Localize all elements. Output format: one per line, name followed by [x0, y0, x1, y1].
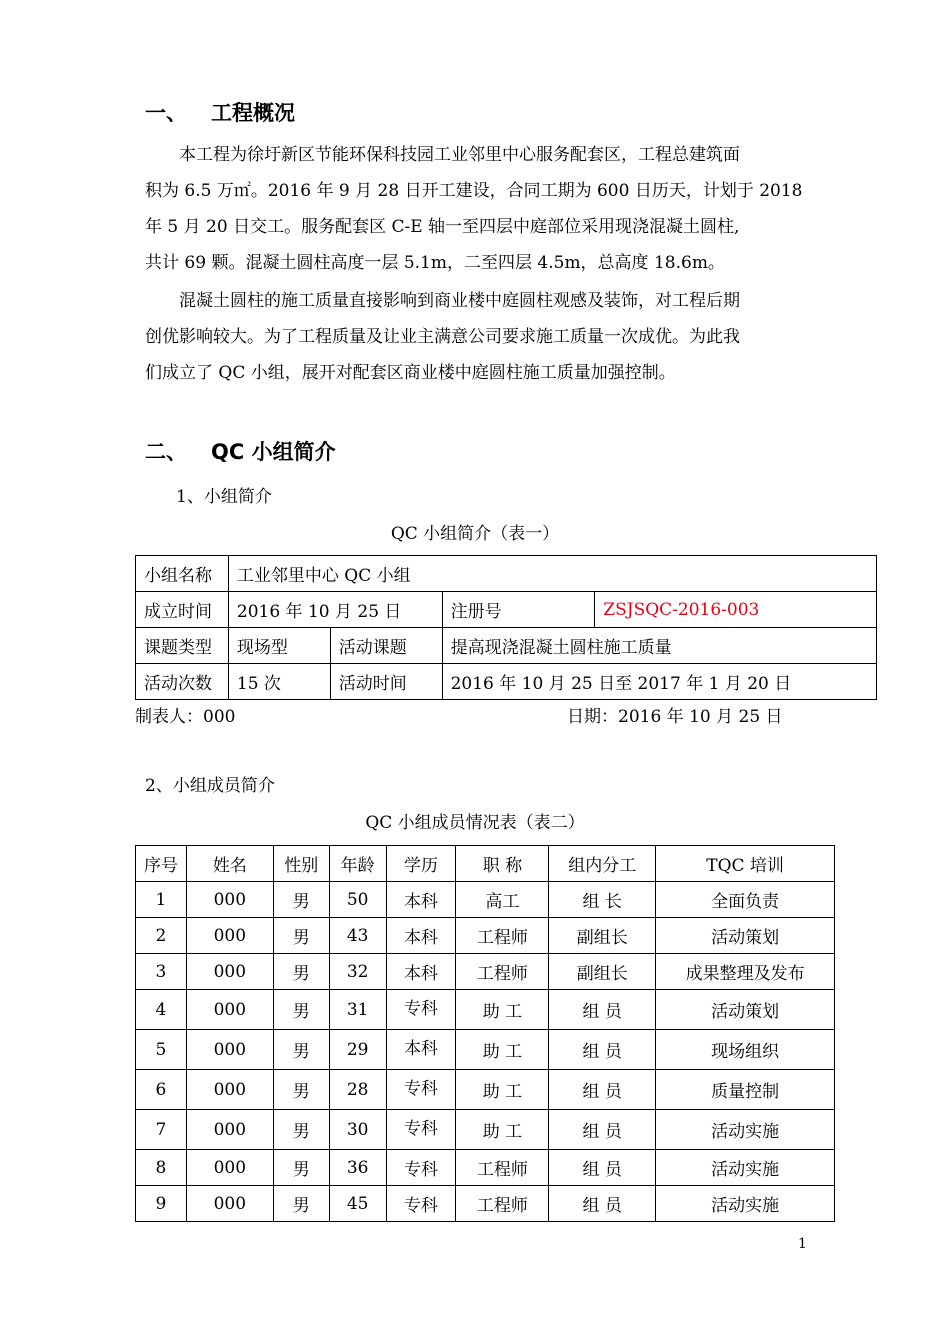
founded-value: 2016 年 10 月 25 日 — [228, 592, 442, 628]
table-row — [136, 882, 835, 918]
activity-topic-label: 活动课题 — [330, 628, 442, 664]
cell-name: 000 — [186, 918, 273, 954]
cell-index: 4 — [136, 990, 187, 1030]
registration-value: ZSJSQC-2016-003 — [595, 592, 877, 628]
topic-type-value: 现场型 — [228, 628, 330, 664]
cell-age: 28 — [329, 1070, 386, 1110]
para1-line: 本工程为徐圩新区节能环保科技园工业邻里中心服务配套区，工程总建筑面 — [179, 145, 740, 165]
cell-age: 29 — [329, 1030, 386, 1070]
cell-gender: 男 — [273, 1110, 329, 1150]
table-row — [136, 1186, 835, 1222]
cell-index: 5 — [136, 1030, 187, 1070]
cell-role: 组 员 — [549, 1186, 656, 1222]
table-row — [136, 1110, 835, 1150]
table-date: 日期：2016 年 10 月 25 日 — [567, 707, 783, 727]
activity-count-label: 活动次数 — [136, 664, 229, 700]
para2-line: 们成立了 QC 小组，展开对配套区商业楼中庭圆柱施工质量加强控制。 — [145, 363, 676, 383]
table-row — [136, 556, 877, 592]
cell-tqc: 活动实施 — [656, 1186, 835, 1222]
activity-topic-value: 提高现浇混凝土圆柱施工质量 — [442, 628, 876, 664]
cell-title: 助 工 — [456, 1030, 549, 1070]
header-index: 序号 — [136, 846, 187, 882]
cell-role: 副组长 — [549, 918, 656, 954]
registration-label: 注册号 — [442, 592, 595, 628]
cell-age: 32 — [329, 954, 386, 990]
cell-tqc: 全面负责 — [656, 882, 835, 918]
table-row — [136, 954, 835, 990]
cell-education: 专科 — [386, 1110, 456, 1150]
cell-gender: 男 — [273, 1150, 329, 1186]
cell-education: 专科 — [386, 1186, 456, 1222]
cell-education: 本科 — [386, 918, 456, 954]
cell-index: 7 — [136, 1110, 187, 1150]
section1-title: 工程概况 — [211, 101, 295, 125]
cell-name: 000 — [186, 1110, 273, 1150]
subsection2-heading: 2、小组成员简介 — [145, 776, 275, 796]
cell-tqc: 活动实施 — [656, 1110, 835, 1150]
cell-education: 专科 — [386, 990, 456, 1030]
cell-tqc: 成果整理及发布 — [656, 954, 835, 990]
cell-tqc: 活动策划 — [656, 990, 835, 1030]
cell-gender: 男 — [273, 1070, 329, 1110]
cell-name: 000 — [186, 1070, 273, 1110]
table-row — [136, 592, 877, 628]
cell-title: 助 工 — [456, 1110, 549, 1150]
cell-role: 组 员 — [549, 1030, 656, 1070]
cell-name: 000 — [186, 954, 273, 990]
cell-title: 工程师 — [456, 1150, 549, 1186]
table-row — [136, 918, 835, 954]
cell-tqc: 现场组织 — [656, 1030, 835, 1070]
section2-number: 二、 — [145, 440, 187, 464]
cell-index: 8 — [136, 1150, 187, 1186]
table-row — [136, 1150, 835, 1186]
cell-index: 6 — [136, 1070, 187, 1110]
cell-role: 组 员 — [549, 1110, 656, 1150]
cell-title: 工程师 — [456, 954, 549, 990]
cell-title: 高工 — [456, 882, 549, 918]
activity-period-value: 2016 年 10 月 25 日至 2017 年 1 月 20 日 — [442, 664, 876, 700]
cell-title: 工程师 — [456, 918, 549, 954]
cell-tqc: 质量控制 — [656, 1070, 835, 1110]
cell-gender: 男 — [273, 1186, 329, 1222]
cell-name: 000 — [186, 1030, 273, 1070]
cell-gender: 男 — [273, 882, 329, 918]
header-name: 姓名 — [186, 846, 273, 882]
cell-role: 组 员 — [549, 990, 656, 1030]
cell-tqc: 活动策划 — [656, 918, 835, 954]
cell-age: 30 — [329, 1110, 386, 1150]
cell-education: 本科 — [386, 954, 456, 990]
cell-role: 组 长 — [549, 882, 656, 918]
cell-tqc: 活动实施 — [656, 1150, 835, 1186]
cell-gender: 男 — [273, 1030, 329, 1070]
table-row — [136, 664, 877, 700]
section1-para2 — [145, 283, 825, 391]
founded-label: 成立时间 — [136, 592, 229, 628]
para2-line: 混凝土圆柱的施工质量直接影响到商业楼中庭圆柱观感及装饰，对工程后期 — [179, 291, 740, 311]
table-header-row — [136, 846, 835, 882]
topic-type-label: 课题类型 — [136, 628, 229, 664]
cell-education: 专科 — [386, 1070, 456, 1110]
cell-gender: 男 — [273, 954, 329, 990]
cell-title: 工程师 — [456, 1186, 549, 1222]
para1-line: 积为 6.5 万㎡。2016 年 9 月 28 日开工建设，合同工期为 600 日历天，计划于 2018 — [145, 181, 803, 201]
cell-role: 组 员 — [549, 1150, 656, 1186]
group-name-label: 小组名称 — [136, 556, 229, 592]
members-table — [135, 845, 835, 1222]
cell-index: 2 — [136, 918, 187, 954]
cell-gender: 男 — [273, 990, 329, 1030]
cell-name: 000 — [186, 882, 273, 918]
para2-line: 创优影响较大。为了工程质量及让业主满意公司要求施工质量一次成优。为此我 — [145, 327, 740, 347]
cell-index: 1 — [136, 882, 187, 918]
table-row — [136, 1030, 835, 1070]
cell-name: 000 — [186, 1186, 273, 1222]
cell-index: 9 — [136, 1186, 187, 1222]
cell-title: 助 工 — [456, 990, 549, 1030]
activity-count-value: 15 次 — [228, 664, 330, 700]
cell-role: 组 员 — [549, 1070, 656, 1110]
header-tqc: TQC 培训 — [656, 846, 835, 882]
cell-age: 36 — [329, 1150, 386, 1186]
cell-age: 43 — [329, 918, 386, 954]
cell-role: 副组长 — [549, 954, 656, 990]
section2-title: QC 小组简介 — [211, 440, 336, 464]
cell-education: 本科 — [386, 882, 456, 918]
table-row — [136, 628, 877, 664]
cell-education: 本科 — [386, 1030, 456, 1070]
cell-name: 000 — [186, 1150, 273, 1186]
cell-age: 50 — [329, 882, 386, 918]
table-row — [136, 1070, 835, 1110]
table1-caption: QC 小组简介（表一） — [390, 524, 560, 544]
para1-line: 共计 69 颗。混凝土圆柱高度一层 5.1m，二至四层 4.5m，总高度 18.6m。 — [145, 253, 725, 273]
section1-number: 一、 — [145, 101, 187, 125]
header-role: 组内分工 — [549, 846, 656, 882]
group-info-table — [135, 555, 877, 700]
page-number: 1 — [798, 1236, 807, 1252]
cell-age: 31 — [329, 990, 386, 1030]
group-name-value: 工业邻里中心 QC 小组 — [228, 556, 876, 592]
cell-age: 45 — [329, 1186, 386, 1222]
table-maker: 制表人：000 — [135, 707, 236, 727]
section1-para1 — [145, 137, 825, 281]
activity-period-label: 活动时间 — [330, 664, 442, 700]
table2-caption: QC 小组成员情况表（表二） — [365, 813, 585, 833]
cell-name: 000 — [186, 990, 273, 1030]
header-age: 年龄 — [329, 846, 386, 882]
subsection1-heading: 1、小组简介 — [176, 487, 272, 507]
header-education: 学历 — [386, 846, 456, 882]
para1-line: 年 5 月 20 日交工。服务配套区 C-E 轴一至四层中庭部位采用现浇混凝土圆柱, — [145, 217, 740, 237]
cell-gender: 男 — [273, 918, 329, 954]
cell-title: 助 工 — [456, 1070, 549, 1110]
cell-education: 专科 — [386, 1150, 456, 1186]
cell-index: 3 — [136, 954, 187, 990]
header-gender: 性别 — [273, 846, 329, 882]
table-row — [136, 990, 835, 1030]
header-title: 职 称 — [456, 846, 549, 882]
